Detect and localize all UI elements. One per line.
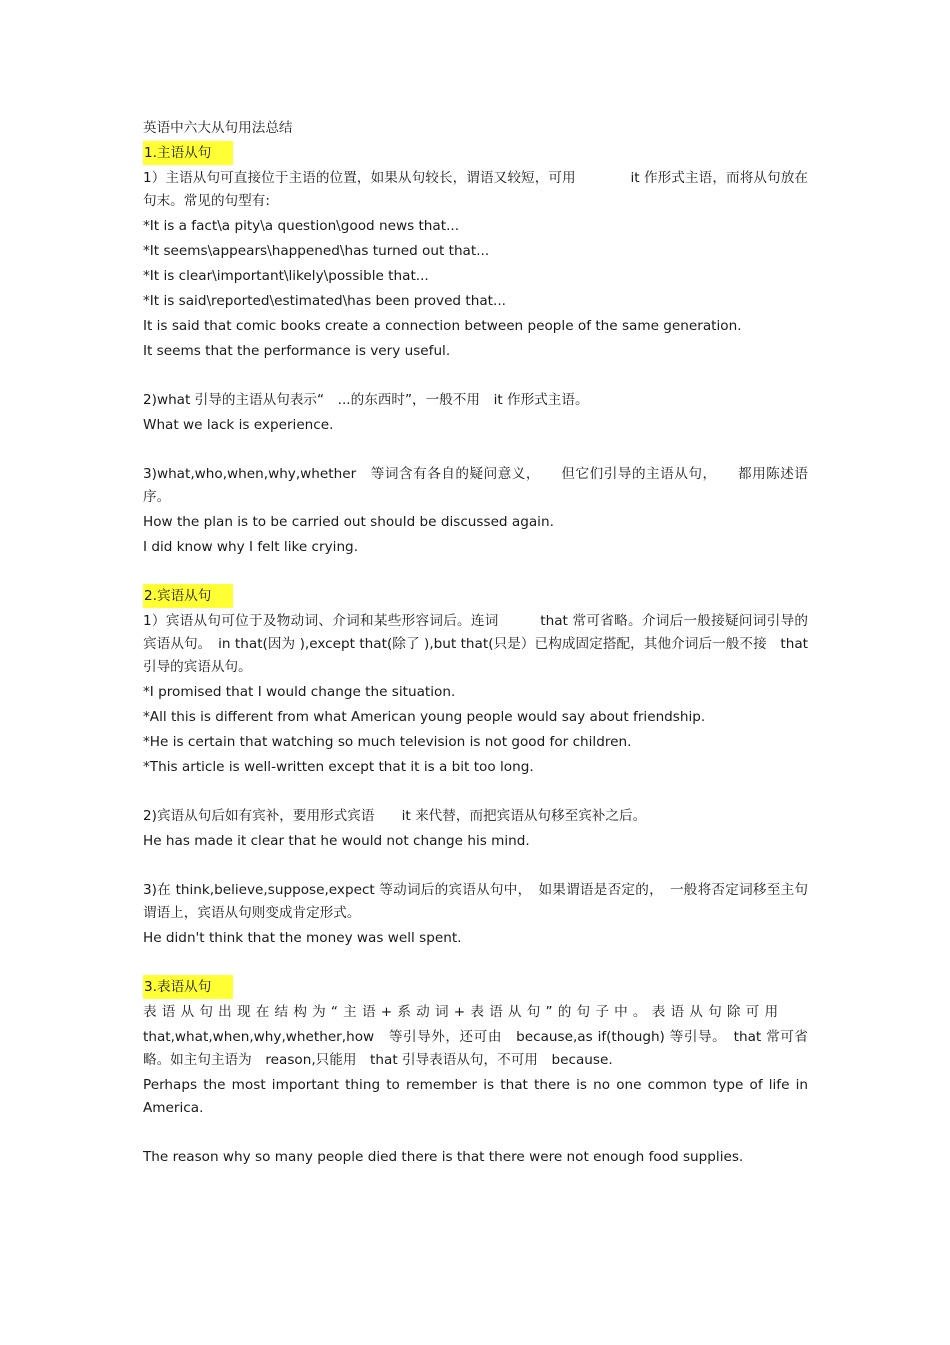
paragraph: 3)what,who,when,why,whether 等词含有各自的疑问意义， 但它们引导的主语从句， 都用陈述语序。 (143, 466, 808, 505)
paragraph-line: 表语从句出现在结构为“主语+系动词+表语从句”的句子中。表语从句除可用 (143, 1004, 784, 1020)
highlighted-heading: 3.表语从句 (143, 975, 233, 999)
example-sentence: *This article is well-written except that it is a bit too long. (143, 759, 534, 775)
paragraph: that,what,when,why,whether,how 等引导外，还可由 because,as if(though) 等引导。 that 常可省略。如主句主语为 reason,只能用 that 引导表语从句，不可用 because. (143, 1029, 808, 1068)
pattern-line: *It is a fact\a pity\a question\good news that... (143, 218, 460, 234)
pattern-line: *It is clear\important\likely\possible that... (143, 268, 429, 284)
example-sentence: How the plan is to be carried out should be discussed again. (143, 514, 554, 530)
document-title: 英语中六大从句用法总结 (143, 120, 293, 136)
paragraph: 3)在 think,believe,suppose,expect 等动词后的宾语从句中， 如果谓语是否定的， 一般将否定词移至主句谓语上，宾语从句则变成肯定形式。 (143, 882, 808, 921)
paragraph: 1）主语从句可直接位于主语的位置，如果从句较长，谓语又较短，可用 it 作形式主语，而将从句放在句末。常见的句型有: (143, 170, 808, 209)
example-sentence: He didn't think that the money was well spent. (143, 930, 462, 946)
section-heading (143, 584, 808, 609)
example-sentence: *I promised that I would change the situation. (143, 684, 456, 700)
paragraph: 1）宾语从句可位于及物动词、介词和某些形容词后。连词 that 常可省略。介词后一般接疑问词引导的宾语从句。 in that(因为 ),except that(除了 ),but that(只是）已构成固定搭配，其他介词后一般不接 that 引导的宾语从句。 (143, 613, 808, 675)
highlighted-heading: 2.宾语从句 (143, 584, 233, 608)
paragraph: 2)what 引导的主语从句表示“ ...的东西时”，一般不用 it 作形式主语。 (143, 392, 589, 408)
section-heading (143, 141, 808, 166)
section-heading (143, 975, 808, 1000)
pattern-line: *It is said\reported\estimated\has been proved that... (143, 293, 506, 309)
example-sentence: The reason why so many people died there is that there were not enough food supplies. (143, 1149, 744, 1165)
example-sentence: He has made it clear that he would not change his mind. (143, 833, 530, 849)
example-sentence: I did know why I felt like crying. (143, 539, 359, 555)
highlighted-heading: 1.主语从句 (143, 141, 233, 165)
paragraph: 2)宾语从句后如有宾补，要用形式宾语 it 来代替，而把宾语从句移至宾补之后。 (143, 808, 647, 824)
example-sentence: *All this is different from what American young people would say about friendship. (143, 709, 706, 725)
example-sentence: It seems that the performance is very useful. (143, 343, 451, 359)
pattern-line: *It seems\appears\happened\has turned out that... (143, 243, 490, 259)
example-sentence: Perhaps the most important thing to remember is that there is no one common type of life in America. (143, 1077, 808, 1116)
example-sentence: *He is certain that watching so much television is not good for children. (143, 734, 632, 750)
example-sentence: What we lack is experience. (143, 417, 334, 433)
example-sentence: It is said that comic books create a connection between people of the same generation. (143, 318, 742, 334)
document-page (143, 116, 808, 1170)
